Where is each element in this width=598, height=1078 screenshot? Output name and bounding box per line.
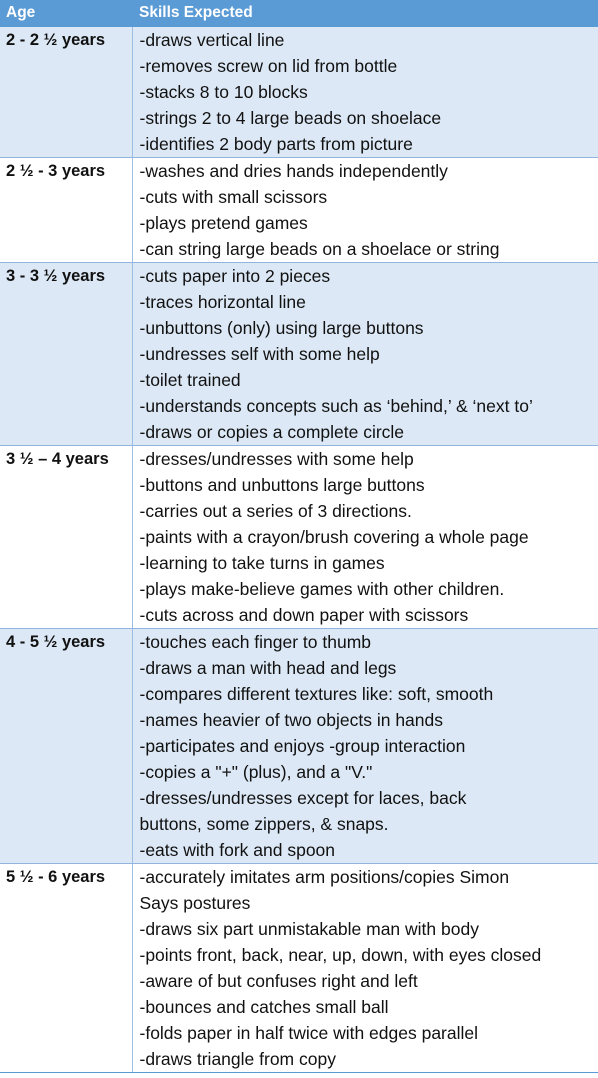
skill-line: -dresses/undresses except for laces, back (139, 788, 467, 808)
skills-cell (132, 446, 598, 629)
skill-line: -undresses self with some help (139, 344, 380, 364)
age-range-cell: 4 - 5 ½ years (0, 629, 132, 864)
skill-line: -draws six part unmistakable man with body (139, 919, 479, 939)
skill-line: -can string large beads on a shoelace or string (139, 239, 500, 259)
skill-line: -touches each finger to thumb (139, 632, 372, 652)
table-row (0, 629, 598, 864)
age-column-header: Age (0, 0, 132, 27)
skill-line: -cuts paper into 2 pieces (139, 266, 331, 286)
skill-line: -bounces and catches small ball (139, 997, 389, 1017)
skills-column-header: Skills Expected (132, 0, 598, 27)
skills-cell (132, 27, 598, 158)
skill-line: -folds paper in half twice with edges parallel (139, 1023, 479, 1043)
skill-line: -identifies 2 body parts from picture (139, 134, 413, 154)
table-row (0, 864, 598, 1073)
skill-line: -draws or copies a complete circle (139, 422, 405, 442)
skill-line: -participates and enjoys -group interaction (139, 736, 466, 756)
skill-line: -points front, back, near, up, down, with eyes closed (139, 945, 542, 965)
age-range-cell: 2 ½ - 3 years (0, 158, 132, 263)
skill-line: buttons, some zippers, & snaps. (139, 814, 389, 834)
skill-line: -removes screw on lid from bottle (139, 56, 398, 76)
table-row (0, 263, 598, 446)
skill-line: -strings 2 to 4 large beads on shoelace (139, 108, 442, 128)
table-body (0, 27, 598, 1073)
table-row (0, 446, 598, 629)
skill-line: -draws triangle from copy (139, 1049, 336, 1069)
skill-line: -paints with a crayon/brush covering a whole page (139, 527, 529, 547)
table-row (0, 27, 598, 158)
skill-line: -unbuttons (only) using large buttons (139, 318, 424, 338)
table-row (0, 158, 598, 263)
skill-line: -compares different textures like: soft, smooth (139, 684, 494, 704)
skill-line: -cuts with small scissors (139, 187, 328, 207)
skill-line: -eats with fork and spoon (139, 840, 336, 860)
skill-line: -plays pretend games (139, 213, 308, 233)
skill-line: -dresses/undresses with some help (139, 449, 414, 469)
header-row (0, 0, 598, 27)
skill-line: -cuts across and down paper with scissors (139, 605, 469, 625)
skill-line: -accurately imitates arm positions/copies Simon (139, 867, 510, 887)
skill-line: -names heavier of two objects in hands (139, 710, 443, 730)
age-range-cell: 5 ½ - 6 years (0, 864, 132, 1073)
skills-cell (132, 158, 598, 263)
age-range-cell: 3 - 3 ½ years (0, 263, 132, 446)
age-range-cell: 3 ½ – 4 years (0, 446, 132, 629)
skill-line: -draws vertical line (139, 30, 285, 50)
skill-line: -learning to take turns in games (139, 553, 385, 573)
skill-line: -carries out a series of 3 directions. (139, 501, 412, 521)
age-range-cell: 2 - 2 ½ years (0, 27, 132, 158)
skill-line: -washes and dries hands independently (139, 161, 448, 181)
skill-line: Says postures (139, 893, 251, 913)
skill-line: -understands concepts such as ‘behind,’ & ‘next to’ (139, 396, 533, 416)
skills-cell (132, 263, 598, 446)
skill-line: -draws a man with head and legs (139, 658, 397, 678)
skill-line: -stacks 8 to 10 blocks (139, 82, 308, 102)
skill-line: -traces horizontal line (139, 292, 306, 312)
skill-line: -copies a "+" (plus), and a "V." (139, 762, 373, 782)
skills-cell (132, 629, 598, 864)
skill-line: -plays make-believe games with other children. (139, 579, 505, 599)
skill-line: -buttons and unbuttons large buttons (139, 475, 425, 495)
skill-line: -toilet trained (139, 370, 241, 390)
skill-line: -aware of but confuses right and left (139, 971, 418, 991)
skills-cell (132, 864, 598, 1073)
